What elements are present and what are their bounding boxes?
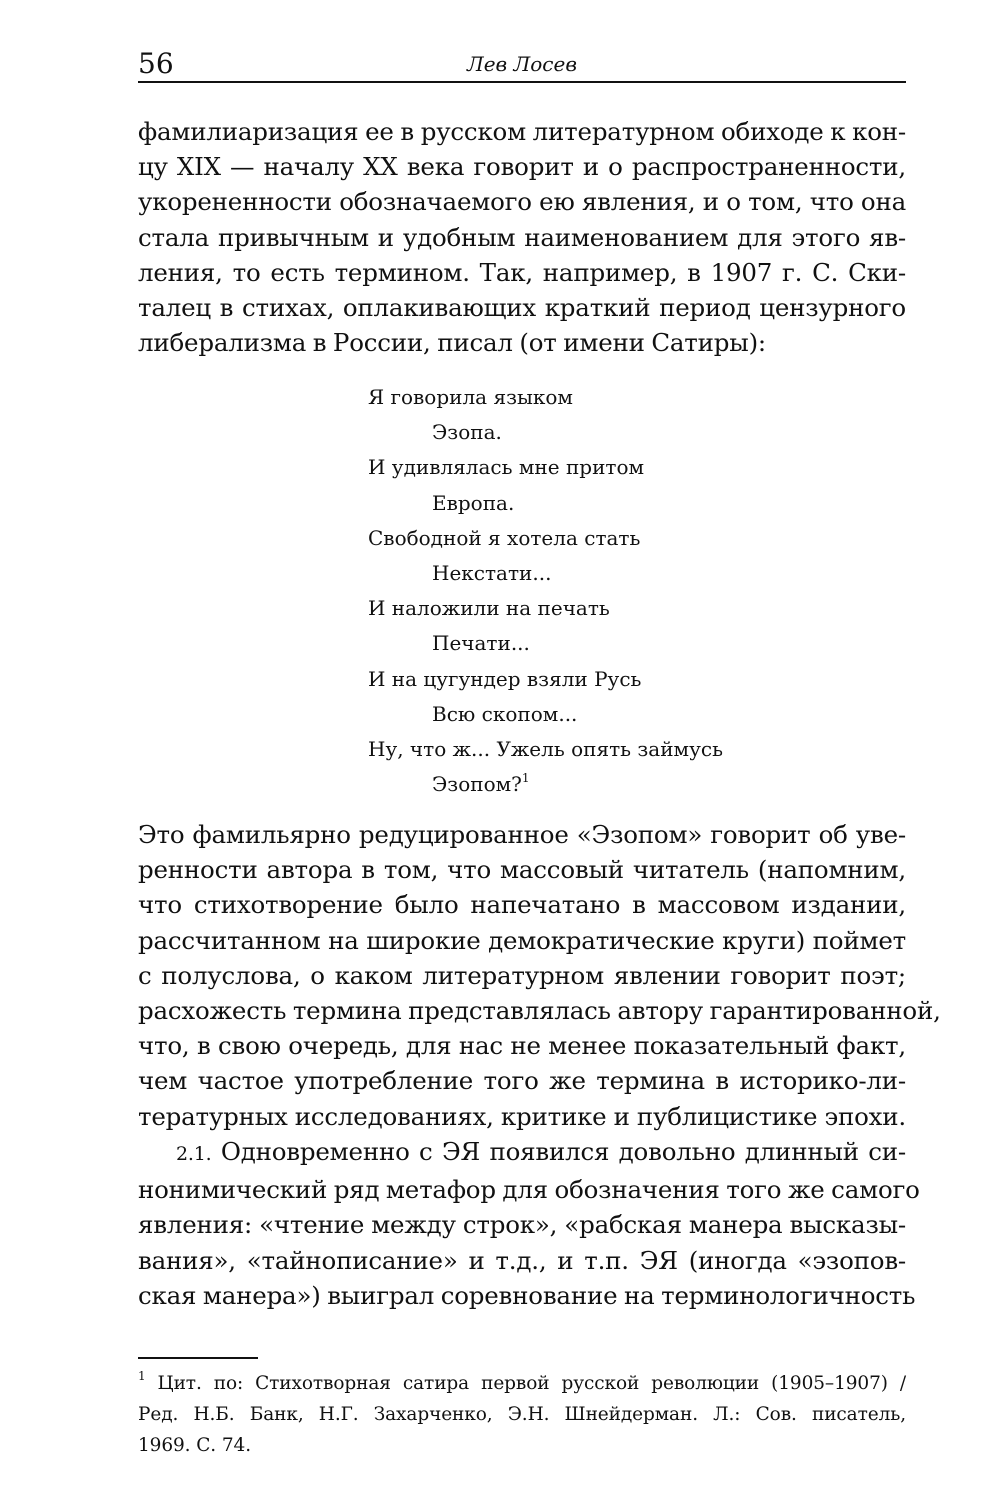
footnote-text: Цит. по: Стихотворная сатира первой русской революции (1905–1907) / xyxy=(157,1373,906,1394)
text-line: цу XIX — началу XX века говорит и о распространенности, xyxy=(138,152,906,182)
page-number: 56 xyxy=(138,47,174,80)
footnote-marker: 1 xyxy=(138,1369,146,1383)
footnote xyxy=(138,1368,906,1461)
text-line: что стихотворение было напечатано в массовом издании, xyxy=(138,890,906,920)
footnote-line: Ред. Н.Б. Банк, Н.Г. Захарченко, Э.Н. Шнейдерман. Л.: Сов. писатель, xyxy=(138,1404,906,1425)
poem-line-text: Эзопом? xyxy=(432,772,522,797)
text-line: ления, то есть термином. Так, например, в 1907 г. С. Ски- xyxy=(138,257,906,287)
header-rule xyxy=(138,81,906,83)
poem-line: И удивлялась мне притом xyxy=(368,455,645,480)
paragraph-3 xyxy=(138,1134,920,1313)
text-line: ская манера») выиграл соревнование на терминологичность xyxy=(138,1280,916,1310)
text-line: явления: «чтение между строк», «рабская манера высказы- xyxy=(138,1210,906,1240)
text-line: стала привычным и удобным наименованием для этого яв- xyxy=(138,222,906,252)
poem-line: Ну, что ж... Ужель опять займусь xyxy=(368,737,723,762)
poem-line: Некстати... xyxy=(432,561,552,586)
text-line: рассчитанном на широкие демократические круги) поймет xyxy=(138,925,906,955)
poem-line: И на цугундер взяли Русь xyxy=(368,666,642,691)
text-line: либерализма в России, писал (от имени Сатиры): xyxy=(138,328,766,358)
running-head-author: Лев Лосев xyxy=(467,52,577,76)
poem-line-last xyxy=(368,767,868,802)
text-line: с полуслова, о каком литературном явлении говорит поэт; xyxy=(138,960,906,990)
text-line: чем частое употребление того же термина в историко-ли- xyxy=(138,1066,906,1096)
footnote-line: 1969. С. 74. xyxy=(138,1435,251,1456)
text-line: нонимический ряд метафор для обозначения того же самого xyxy=(138,1175,920,1205)
poem-line: Всю скопом... xyxy=(432,701,578,726)
poem-line: И наложили на печать xyxy=(368,596,610,621)
text-line: что, в свою очередь, для нас не менее показательный факт, xyxy=(138,1031,906,1061)
text-line: вания», «тайнописание» и т.д., и т.п. ЭЯ (иногда «эзопов- xyxy=(138,1245,906,1275)
poem-line: Я говорила языком xyxy=(368,385,573,409)
text-line: талец в стихах, оплакивающих краткий период цензурного xyxy=(138,293,906,323)
footnote-line-first xyxy=(138,1368,906,1399)
poem-line: Эзопа. xyxy=(432,420,502,445)
paragraph-1 xyxy=(138,114,906,360)
poem-line: Европа. xyxy=(432,490,515,515)
poem-line: Печати... xyxy=(432,631,530,656)
footnote-rule xyxy=(138,1357,258,1359)
text-line: ренности автора в том, что массовый читатель (напомним, xyxy=(138,855,906,885)
footnote-reference[interactable]: 1 xyxy=(521,771,530,786)
text-line: расхожесть термина представлялась автору гарантированной, xyxy=(138,996,941,1026)
page-header xyxy=(138,48,906,80)
text-line: фамилиаризация ее в русском литературном обиходе к кон- xyxy=(138,117,906,146)
text-line-first xyxy=(138,1134,906,1172)
poem-line: Свободной я хотела стать xyxy=(368,525,641,550)
poem-quotation xyxy=(368,380,868,802)
text-line: тературных исследованиях, критике и публицистике эпохи. xyxy=(138,1101,906,1131)
paragraph-2 xyxy=(138,817,941,1134)
text-line: укорененности обозначаемого ею явления, и о том, что она xyxy=(138,187,906,217)
section-number: 2.1. xyxy=(176,1143,212,1165)
text-line-content: Одновременно с ЭЯ появился довольно длинный си- xyxy=(220,1137,906,1166)
text-line: Это фамильярно редуцированное «Эзопом» говорит об уве- xyxy=(138,820,906,849)
